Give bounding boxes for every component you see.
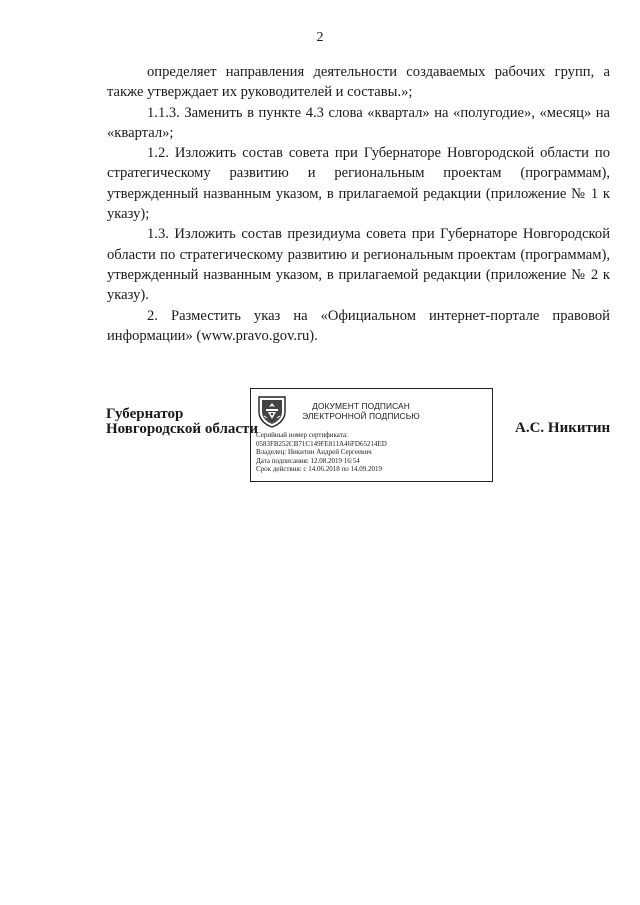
signatory-name: А.С. Никитин [515,420,611,436]
paragraph-2: 2. Разместить указ на «Официальном интернет-портале правовой информации» (www.pravo.gov.ru). [107,307,610,344]
stamp-signed-date: Дата подписания: 12.08.2019 16:54 [256,456,360,465]
paragraph-continuation: определяет направления деятельности создаваемых рабочих групп, а также утверждает их руководителей и составы.»; [107,64,610,101]
paragraph-1-2: 1.2. Изложить состав совета при Губернаторе Новгородской области по стратегическому развитию и региональным проектам (программам), утвержденный названным указом, в прилагаемой редакции (приложение № 1 к указу); [107,145,610,223]
stamp-details [256,431,387,474]
stamp-header-line2: ЭЛЕКТРОННОЙ ПОДПИСЬЮ [302,411,420,421]
electronic-signature-stamp [250,388,493,482]
stamp-serial-label: Серийный номер сертификата: [256,431,348,439]
signatory-title-line1: Губернатор [106,406,184,422]
stamp-owner: Владелец: Никитин Андрей Сергеевич [256,448,372,457]
coat-of-arms-icon [255,394,289,428]
paragraph-1-1-3: 1.1.3. Заменить в пункте 4.3 слова «квартал» на «полугодие», «месяц» на «квартал»; [107,104,610,141]
stamp-header-line1: ДОКУМЕНТ ПОДПИСАН [312,401,410,411]
stamp-serial-value: 0583FB252CB71C149FE811A46FD65214ED [256,439,387,448]
document-body [107,62,610,346]
stamp-validity: Срок действия: с 14.06.2018 по 14.09.2019 [256,465,382,474]
page-number: 2 [316,30,324,45]
paragraph-1-3: 1.3. Изложить состав президиума совета при Губернаторе Новгородской области по стратегическому развитию и региональным проектам (программам), утвержденный названным указом, в прилагаемой редакции (приложение № 2 к указу). [107,226,610,304]
signatory-title-line2: Новгородской области [106,421,259,437]
stamp-header [291,401,431,421]
signatory-title [106,407,258,437]
